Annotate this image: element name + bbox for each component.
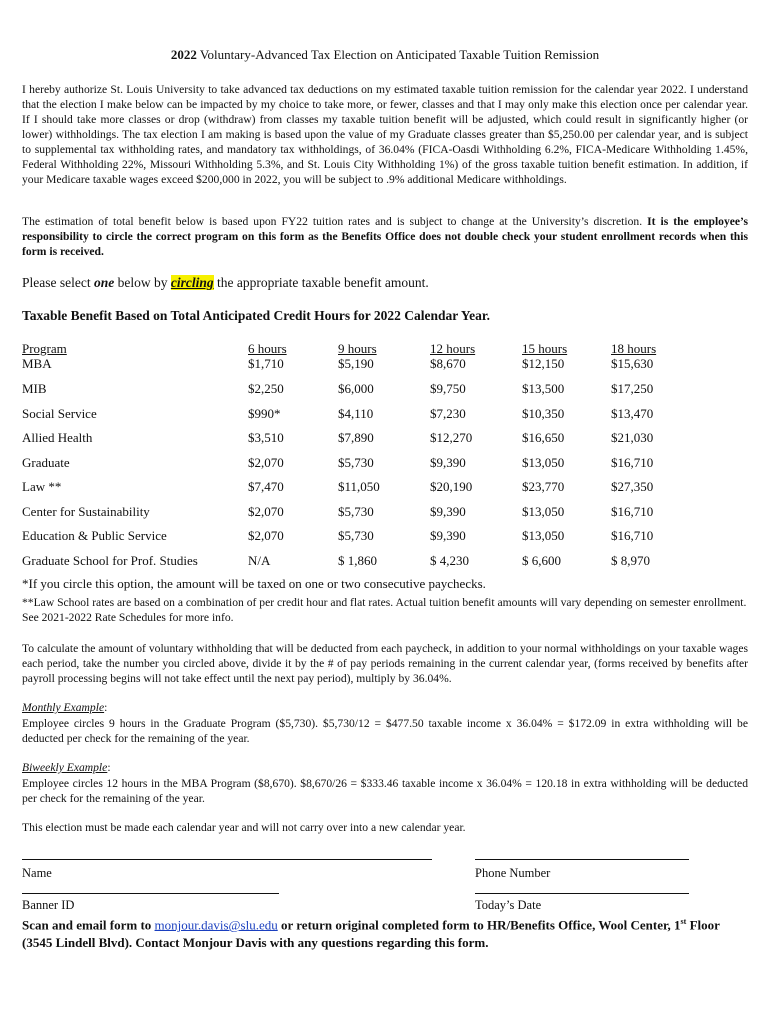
program-name: Allied Health bbox=[22, 430, 93, 445]
benefit-amount[interactable]: $ 8,970 bbox=[611, 553, 650, 568]
header-hours: 15 hours bbox=[522, 341, 568, 356]
header-hours: 18 hours bbox=[611, 341, 657, 356]
select-circling-highlight: circling bbox=[170, 275, 214, 290]
election-note: This election must be made each calendar year and will not carry over into a new calendar year. bbox=[22, 821, 466, 834]
benefit-amount[interactable]: $13,050 bbox=[522, 528, 565, 543]
benefit-amount[interactable]: $21,030 bbox=[611, 430, 654, 445]
benefit-amount[interactable]: $9,750 bbox=[430, 381, 466, 396]
email-link[interactable]: monjour.davis@slu.edu bbox=[154, 917, 278, 933]
benefit-amount[interactable]: $990* bbox=[248, 406, 281, 421]
date-signature-line[interactable] bbox=[475, 893, 689, 894]
title-year: 2022 bbox=[170, 47, 197, 62]
program-name: Social Service bbox=[22, 406, 97, 421]
benefit-amount[interactable]: $17,250 bbox=[611, 381, 654, 396]
benefit-amount[interactable]: $16,650 bbox=[522, 430, 565, 445]
benefit-amount[interactable]: $7,890 bbox=[338, 430, 374, 445]
banner-id-label: Banner ID bbox=[22, 898, 75, 912]
program-name: Graduate School for Prof. Studies bbox=[22, 553, 198, 568]
benefit-amount[interactable]: $12,270 bbox=[430, 430, 473, 445]
benefit-amount[interactable]: N/A bbox=[248, 553, 271, 568]
select-middle: below by bbox=[114, 275, 171, 290]
page-title bbox=[22, 47, 748, 63]
benefit-amount[interactable]: $2,250 bbox=[248, 381, 284, 396]
header-hours: 12 hours bbox=[430, 341, 476, 356]
benefit-amount[interactable]: $23,770 bbox=[522, 479, 565, 494]
header-hours: 6 hours bbox=[248, 341, 287, 356]
benefit-amount[interactable]: $13,050 bbox=[522, 504, 565, 519]
benefit-amount[interactable]: $15,630 bbox=[611, 356, 654, 371]
program-name: Law ** bbox=[22, 479, 62, 494]
benefit-amount[interactable]: $9,390 bbox=[430, 504, 466, 519]
program-name: Education & Public Service bbox=[22, 528, 167, 543]
benefit-amount[interactable]: $27,350 bbox=[611, 479, 654, 494]
biweekly-example-body: Employee circles 12 hours in the MBA Program ($8,670). $8,670/26 = $333.46 taxable income x 36.04% = 120.18 in extra withholding will be deducted per check for the remaining of the year. bbox=[22, 777, 748, 805]
name-signature-line[interactable] bbox=[22, 859, 432, 860]
benefit-amount[interactable]: $9,390 bbox=[430, 528, 466, 543]
phone-signature-line[interactable] bbox=[475, 859, 689, 860]
benefit-amount[interactable]: $16,710 bbox=[611, 504, 654, 519]
benefit-amount[interactable]: $ 1,860 bbox=[338, 553, 377, 568]
benefit-amount[interactable]: $20,190 bbox=[430, 479, 473, 494]
benefit-amount[interactable]: $2,070 bbox=[248, 504, 284, 519]
monthly-example-heading: Monthly Example: bbox=[22, 701, 108, 714]
benefit-amount[interactable]: $16,710 bbox=[611, 455, 654, 470]
benefit-amount[interactable]: $2,070 bbox=[248, 455, 284, 470]
benefit-amount[interactable]: $10,350 bbox=[522, 406, 565, 421]
benefit-amount[interactable]: $11,050 bbox=[338, 479, 380, 494]
benefit-amount[interactable]: $9,390 bbox=[430, 455, 466, 470]
program-name: MIB bbox=[22, 381, 47, 396]
select-one: one bbox=[93, 275, 115, 290]
program-name: Center for Sustainability bbox=[22, 504, 150, 519]
select-after: the appropriate taxable benefit amount. bbox=[213, 275, 429, 290]
benefit-amount[interactable]: $12,150 bbox=[522, 356, 565, 371]
footnote-2: **Law School rates are based on a combination of per credit hour and flat rates. Actual tuition benefit amounts will vary depending on semester enrollment. See 2021-2022 Rate Schedules for more info. bbox=[22, 596, 747, 624]
benefit-amount[interactable]: $5,730 bbox=[338, 528, 374, 543]
benefit-amount[interactable]: $16,710 bbox=[611, 528, 654, 543]
program-name: Graduate bbox=[22, 455, 70, 470]
select-before: Please select bbox=[22, 275, 94, 290]
header-program: Program bbox=[22, 341, 67, 356]
benefit-amount[interactable]: $8,670 bbox=[430, 356, 466, 371]
benefit-amount[interactable]: $13,470 bbox=[611, 406, 654, 421]
benefit-amount[interactable]: $ 4,230 bbox=[430, 553, 469, 568]
date-label: Today’s Date bbox=[475, 898, 542, 912]
benefit-amount[interactable]: $5,190 bbox=[338, 356, 374, 371]
calculation-paragraph: To calculate the amount of voluntary withholding that will be deducted from each paycheck, in addition to your normal withholdings on your taxable wages each period, take the number you circled above, divide it by the # of pay periods remaining in the current calendar year, (forms received by benefits after payroll processing begins will not take effect until the next pay period), multiply by 36.04%. bbox=[22, 642, 748, 685]
benefit-amount[interactable]: $4,110 bbox=[338, 406, 374, 421]
biweekly-example-heading: Biweekly Example: bbox=[22, 761, 111, 774]
monthly-example-body: Employee circles 9 hours in the Graduate Program ($5,730). $5,730/12 = $477.50 taxable income x 36.04% = $172.09 in extra withholding will be deducted per check for the remaining of the year. bbox=[22, 717, 748, 745]
banner-id-signature-line[interactable] bbox=[22, 893, 279, 894]
benefit-amount[interactable]: $6,000 bbox=[338, 381, 374, 396]
header-hours: 9 hours bbox=[338, 341, 377, 356]
estimation-paragraph bbox=[22, 214, 748, 259]
benefit-amount[interactable]: $3,510 bbox=[248, 430, 284, 445]
responsibility-notice: It is the employee’s responsibility to circle the correct program on this form as the Benefits Office does not double check your student enrollment records when this form is received. bbox=[22, 215, 748, 258]
estimation-text: The estimation of total benefit below is based upon FY22 tuition rates and is subject to change at the University’s discretion. bbox=[22, 215, 648, 228]
benefit-amount[interactable]: $13,500 bbox=[522, 381, 565, 396]
table-title: Taxable Benefit Based on Total Anticipated Credit Hours for 2022 Calendar Year. bbox=[22, 308, 491, 323]
benefit-amount[interactable]: $5,730 bbox=[338, 504, 374, 519]
benefit-amount[interactable]: $2,070 bbox=[248, 528, 284, 543]
title-text: Voluntary-Advanced Tax Election on Anticipated Taxable Tuition Remission bbox=[196, 47, 600, 62]
intro-paragraph: I hereby authorize St. Louis University to take advanced tax deductions on my estimated taxable tuition remission for the calendar year 2022. I understand that the election I make below can be impacted by my choice to take more, or fewer, classes and that I may only make this election once per calendar year. If I should take more classes or drop (withdraw) from classes my taxable tuition benefit will be adjusted, which could result in significantly higher (or lower) withholdings. The tax election I am making is based upon the value of my Graduate classes greater than $5,250.00 per calendar year, and is subject to supplemental tax withholding rates, and mandatory tax withholdings, of 36.04% (FICA-Oasdi Withholding 6.2%, FICA-Medicare Withholding 1.45%, Federal Withholding 22%, Missouri Withholding 5.3%, and St. Louis City Withholding 1%) of the gross taxable tuition benefit estimation. In addition, if your Medicare taxable wages exceed $200,000 in 2022, you will be subject to .9% additional Medicare withholdings. bbox=[22, 83, 748, 186]
name-label: Name bbox=[22, 866, 52, 880]
benefit-amount[interactable]: $13,050 bbox=[522, 455, 565, 470]
benefit-amount[interactable]: $5,730 bbox=[338, 455, 374, 470]
benefit-amount[interactable]: $1,710 bbox=[248, 356, 284, 371]
footnote-1: *If you circle this option, the amount will be taxed on one or two consecutive paychecks. bbox=[22, 576, 486, 591]
submission-instructions: Scan and email form to monjour.davis@slu.edu or return original completed form to HR/Benefits Office, Wool Center, 1st Floor (3545 Lindell Blvd). Contact Monjour Davis with any questions regarding this form. bbox=[22, 917, 720, 951]
select-instruction bbox=[22, 275, 429, 291]
benefit-amount[interactable]: $7,230 bbox=[430, 406, 466, 421]
benefit-amount[interactable]: $7,470 bbox=[248, 479, 284, 494]
phone-label: Phone Number bbox=[475, 866, 551, 880]
benefit-amount[interactable]: $ 6,600 bbox=[522, 553, 561, 568]
program-name: MBA bbox=[22, 356, 52, 371]
